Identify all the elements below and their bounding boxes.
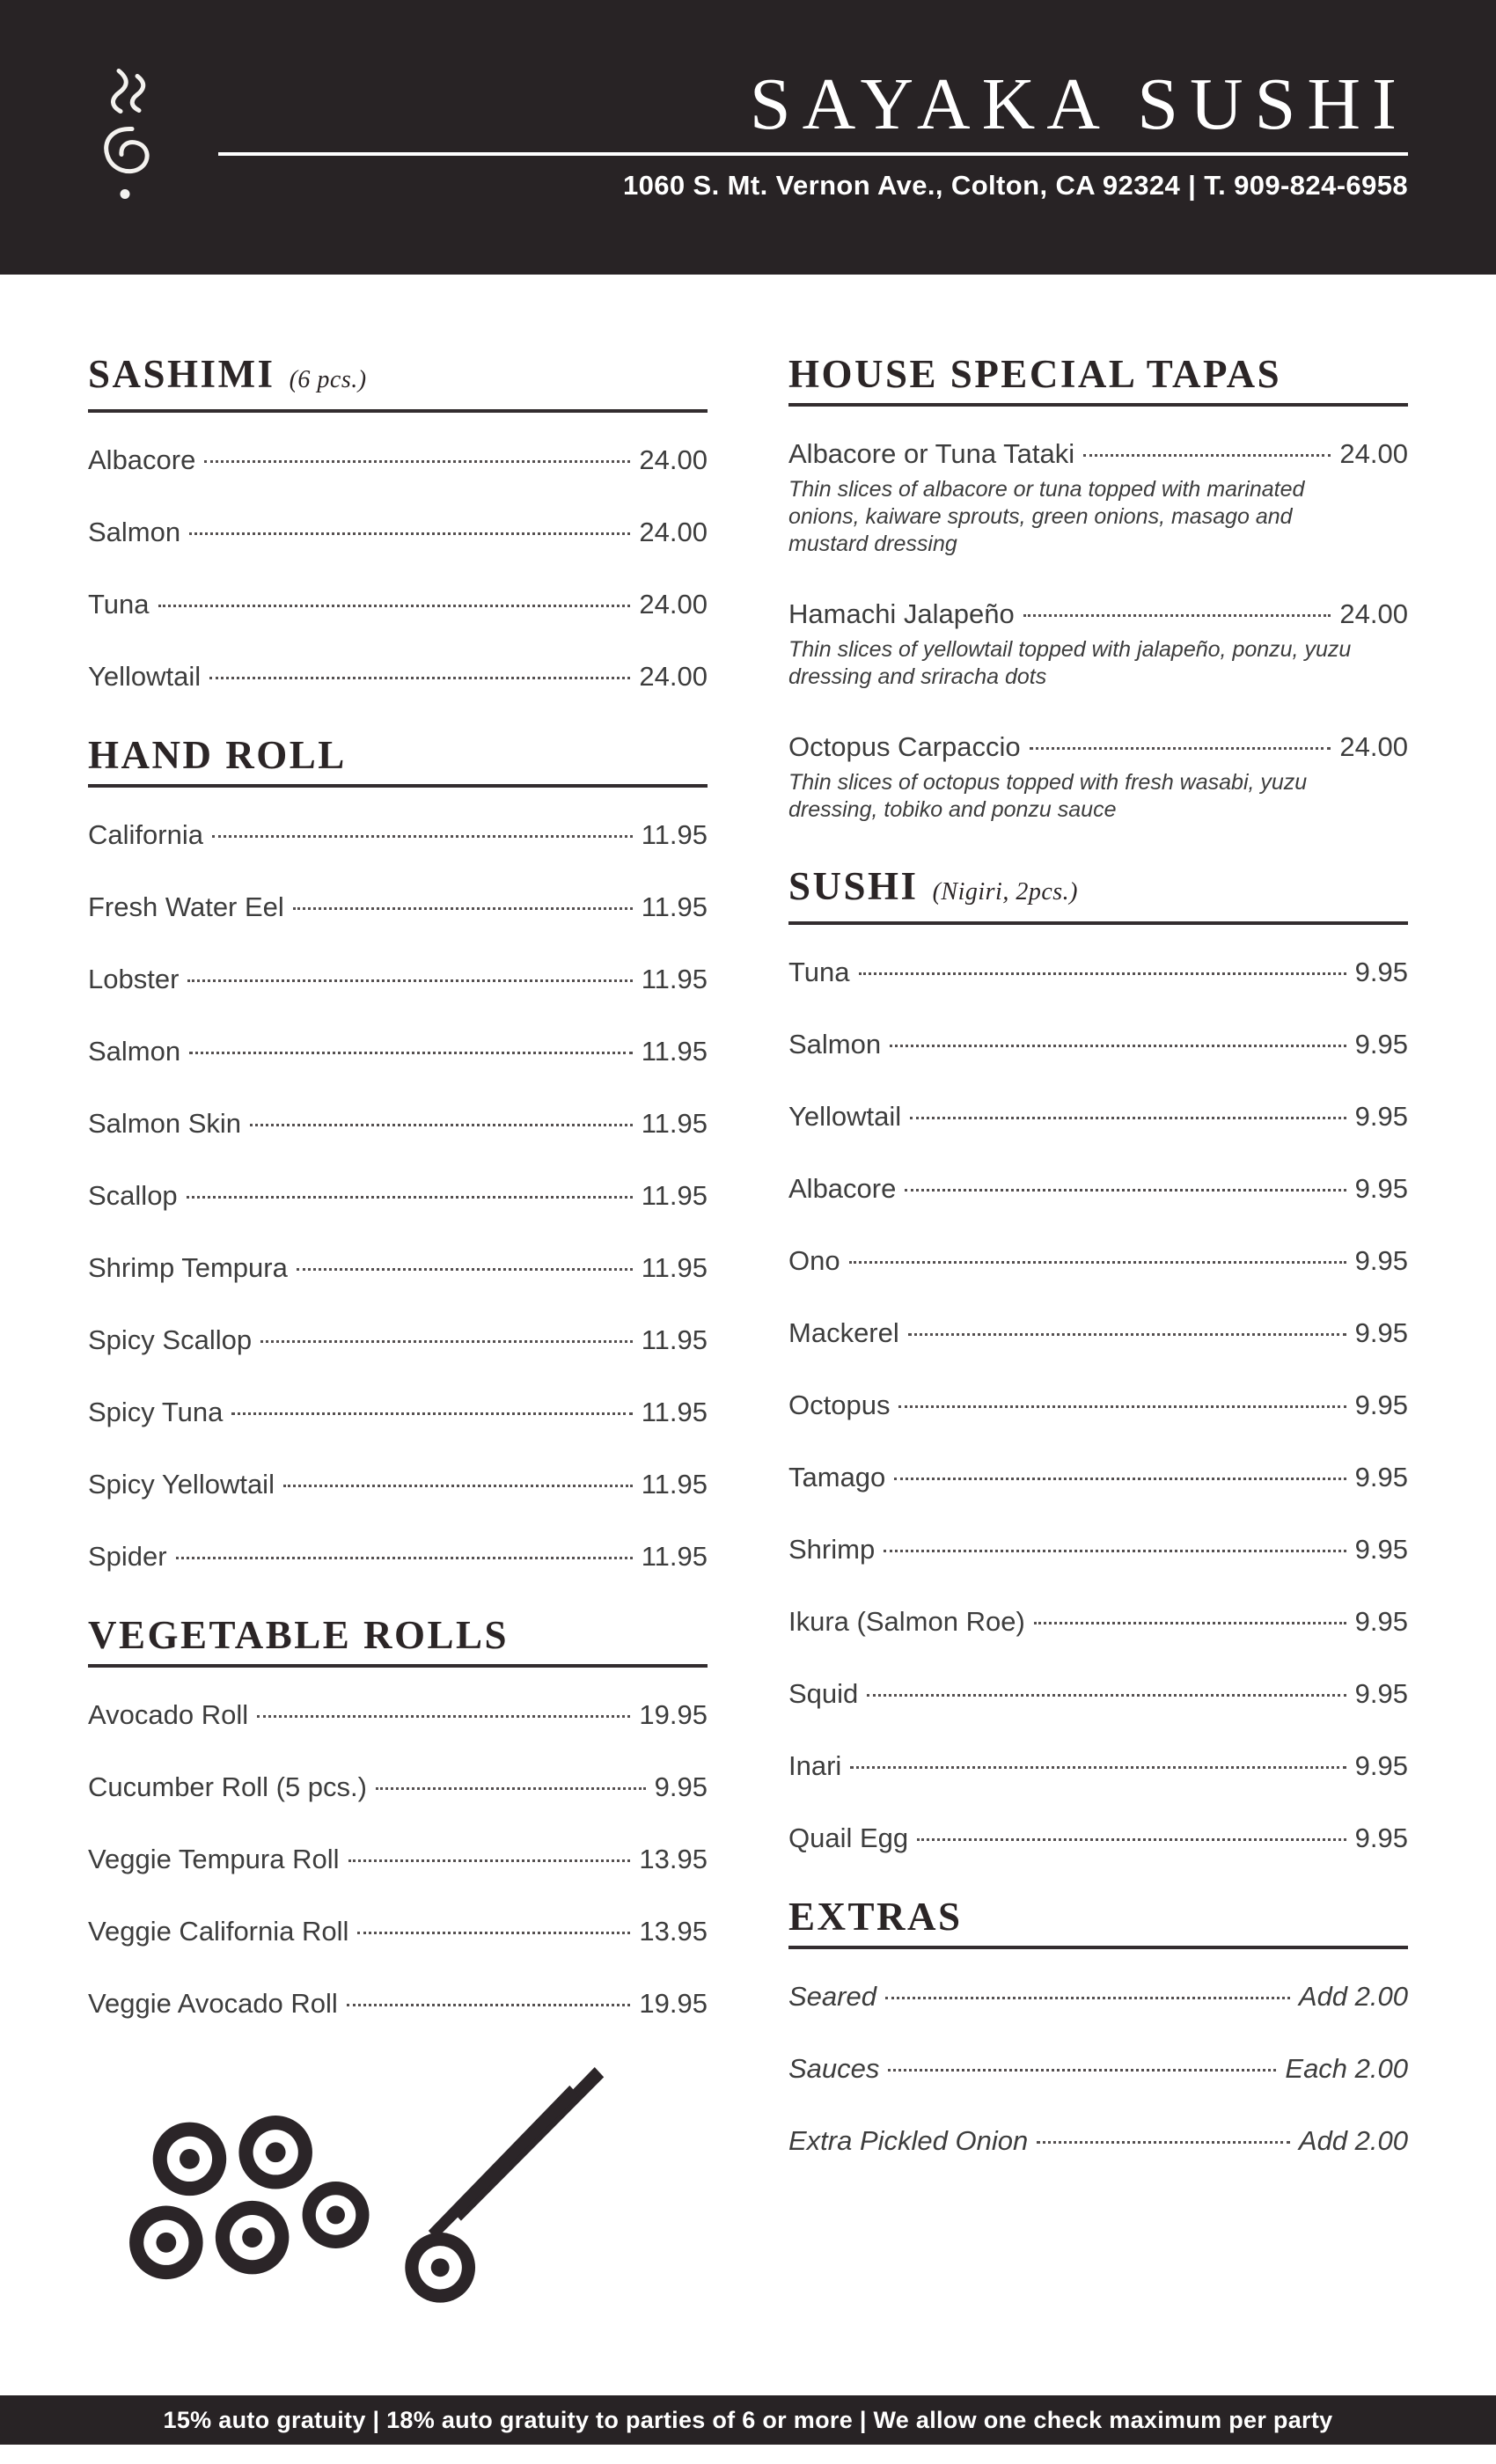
menu-item	[788, 957, 1408, 988]
dot-leader	[257, 1715, 630, 1718]
item-row	[788, 1390, 1408, 1421]
menu-item	[88, 1397, 708, 1428]
item-price: 11.95	[641, 891, 708, 922]
item-name: Albacore or Tuna Tataki	[788, 438, 1075, 469]
menu-item	[788, 1101, 1408, 1133]
menu-item	[88, 964, 708, 995]
item-price: 19.95	[639, 1988, 708, 2019]
menu-item	[788, 1029, 1408, 1060]
menu-body	[0, 275, 1496, 2395]
item-price: 11.95	[641, 1036, 708, 1067]
menu-column-left	[88, 352, 708, 2336]
menu-section-hand-roll	[88, 733, 708, 1573]
item-price: 9.95	[1354, 1245, 1408, 1276]
sushi-roll-icon	[129, 2206, 203, 2280]
menu-item	[88, 517, 708, 548]
menu-item	[88, 819, 708, 851]
menu-item	[788, 2125, 1408, 2157]
menu-item	[788, 1750, 1408, 1782]
item-name: Spicy Scallop	[88, 1324, 253, 1355]
item-name: Octopus	[788, 1390, 891, 1420]
item-price: 11.95	[641, 1541, 708, 1572]
menu-item	[788, 1606, 1408, 1638]
item-price: 9.95	[1354, 1029, 1408, 1060]
menu-column-right	[788, 352, 1408, 2336]
item-price: 9.95	[1354, 1462, 1408, 1492]
item-row	[788, 1462, 1408, 1493]
section-heading	[88, 352, 708, 413]
menu-section-sashimi	[88, 352, 708, 693]
item-row	[88, 1699, 708, 1731]
item-name: Veggie Tempura Roll	[88, 1844, 340, 1874]
dot-leader	[187, 1196, 633, 1199]
item-name: Tamago	[788, 1462, 886, 1492]
item-name: Squid	[788, 1678, 859, 1709]
dot-leader	[908, 1333, 1346, 1336]
item-row	[788, 1245, 1408, 1277]
dot-leader	[1083, 454, 1331, 457]
item-name: Sauces	[788, 2053, 880, 2084]
item-row	[788, 1981, 1408, 2013]
menu-item	[88, 661, 708, 693]
item-name: Veggie Avocado Roll	[88, 1988, 338, 2019]
section-heading	[88, 733, 708, 788]
item-row	[788, 2053, 1408, 2085]
item-name: Hamachi Jalapeño	[788, 598, 1015, 629]
menu-item	[88, 1469, 708, 1500]
menu-item	[88, 1699, 708, 1731]
item-name: Ikura (Salmon Roe)	[788, 1606, 1025, 1637]
item-row	[88, 1469, 708, 1500]
menu-item	[788, 1981, 1408, 2013]
section-items	[88, 444, 708, 693]
item-description: Thin slices of octopus topped with fresh wasabi, yuzu dressing, tobiko and ponzu sauce	[788, 770, 1308, 822]
item-name: Salmon	[88, 517, 181, 547]
dot-leader	[849, 1261, 1346, 1264]
item-price: 13.95	[639, 1916, 708, 1947]
footer	[0, 2395, 1496, 2445]
item-price: 9.95	[1354, 957, 1408, 987]
item-row	[788, 1750, 1408, 1782]
section-title-text: HAND ROLL	[88, 733, 347, 777]
dot-leader	[283, 1485, 633, 1487]
menu-item	[788, 1462, 1408, 1493]
menu-item	[88, 891, 708, 923]
item-name: Albacore	[788, 1173, 897, 1204]
menu-section-house-special-tapas	[788, 352, 1408, 824]
item-row	[88, 444, 708, 476]
item-name: Ono	[788, 1245, 840, 1276]
dot-leader	[348, 1859, 631, 1862]
menu-item	[88, 1108, 708, 1140]
item-price: 24.00	[1339, 438, 1408, 469]
item-name: Avocado Roll	[88, 1699, 249, 1730]
header-text	[218, 62, 1408, 202]
dot-leader	[376, 1787, 646, 1790]
dot-leader	[187, 979, 632, 982]
item-name: Shrimp	[788, 1534, 876, 1565]
item-price: 13.95	[639, 1844, 708, 1874]
item-price: Each 2.00	[1285, 2053, 1408, 2084]
item-row	[88, 1324, 708, 1356]
menu-item	[88, 1844, 708, 1875]
item-row	[88, 891, 708, 923]
item-price: 11.95	[641, 964, 708, 994]
menu-item	[788, 2053, 1408, 2085]
restaurant-name: SAYAKA SUSHI	[749, 62, 1408, 145]
item-price: 19.95	[639, 1699, 708, 1730]
address-line: 1060 S. Mt. Vernon Ave., Colton, CA 92324 | T. 909-824-6958	[622, 170, 1408, 202]
item-row	[88, 1916, 708, 1947]
item-name: Seared	[788, 1981, 876, 2012]
dot-leader	[894, 1478, 1346, 1480]
dot-leader	[850, 1766, 1346, 1769]
item-price: 24.00	[639, 444, 708, 475]
restaurant-logo-icon	[84, 22, 167, 246]
item-row	[788, 1606, 1408, 1638]
item-price: 9.95	[1354, 1678, 1408, 1709]
item-name: Fresh Water Eel	[88, 891, 284, 922]
item-price: 9.95	[1354, 1101, 1408, 1132]
sushi-roll-icon	[216, 2201, 290, 2275]
section-items	[788, 1981, 1408, 2157]
dot-leader	[250, 1124, 633, 1126]
item-name: Veggie California Roll	[88, 1916, 349, 1947]
item-row	[788, 1678, 1408, 1710]
dot-leader	[1037, 2141, 1290, 2144]
menu-section-sushi	[788, 864, 1408, 1854]
dot-leader	[1034, 1622, 1346, 1624]
dot-leader	[204, 460, 630, 463]
item-name: Salmon	[88, 1036, 181, 1067]
section-title-text: SUSHI	[788, 864, 919, 908]
menu-item	[788, 1173, 1408, 1205]
dot-leader	[231, 1412, 632, 1415]
item-name: Octopus Carpaccio	[788, 731, 1021, 762]
item-row	[88, 1180, 708, 1212]
menu-item	[88, 1988, 708, 2020]
section-title-text: HOUSE SPECIAL TAPAS	[788, 352, 1282, 396]
sushi-roll-icon	[405, 2233, 475, 2303]
menu-item	[88, 1180, 708, 1212]
dot-leader	[347, 2004, 631, 2006]
item-row	[788, 1029, 1408, 1060]
dot-leader	[917, 1838, 1346, 1841]
menu-item	[788, 1245, 1408, 1277]
item-name: Tuna	[788, 957, 850, 987]
item-name: Yellowtail	[788, 1101, 902, 1132]
item-row	[788, 2125, 1408, 2157]
item-price: 9.95	[654, 1771, 708, 1802]
menu-item	[88, 589, 708, 620]
item-price: 11.95	[641, 1108, 708, 1139]
dot-leader	[209, 677, 630, 679]
dot-leader	[176, 1557, 633, 1559]
dot-leader	[888, 2069, 1276, 2072]
section-heading	[88, 1613, 708, 1668]
dot-leader	[859, 972, 1346, 975]
dot-leader	[189, 1052, 633, 1054]
item-row	[788, 1822, 1408, 1854]
dot-leader	[212, 835, 633, 838]
item-name: Quail Egg	[788, 1822, 909, 1853]
item-price: 9.95	[1354, 1534, 1408, 1565]
right-sections	[788, 352, 1408, 2157]
item-price: 24.00	[1339, 731, 1408, 762]
item-name: Spicy Yellowtail	[88, 1469, 275, 1500]
footer-note: 15% auto gratuity | 18% auto gratuity to parties of 6 or more | We allow one check maximum per party	[163, 2406, 1333, 2433]
header-rule	[218, 152, 1408, 156]
sushi-roll-icon	[303, 2182, 370, 2248]
item-row	[88, 819, 708, 851]
item-row	[788, 1101, 1408, 1133]
item-name: Spicy Tuna	[88, 1397, 224, 1427]
dot-leader	[357, 1932, 630, 1934]
item-row	[88, 1541, 708, 1573]
menu-item	[88, 1541, 708, 1573]
item-price: 24.00	[639, 589, 708, 620]
dot-leader	[158, 605, 631, 607]
section-title-text: EXTRAS	[788, 1895, 963, 1939]
item-row	[788, 1173, 1408, 1205]
item-name: Salmon	[788, 1029, 882, 1060]
dot-leader	[884, 1550, 1346, 1552]
item-price: 11.95	[641, 1397, 708, 1427]
menu-item	[88, 444, 708, 476]
dot-leader	[1023, 614, 1331, 617]
item-row	[788, 1317, 1408, 1349]
item-name: Scallop	[88, 1180, 178, 1211]
item-row	[88, 1252, 708, 1284]
menu-item	[788, 598, 1408, 691]
item-name: Mackerel	[788, 1317, 899, 1348]
dot-leader	[867, 1694, 1346, 1697]
item-name: Inari	[788, 1750, 842, 1781]
chopstick-icon	[429, 2086, 579, 2240]
item-row	[788, 957, 1408, 988]
dot-leader	[910, 1117, 1346, 1119]
sushi-roll-icon	[238, 2116, 312, 2189]
item-row	[88, 1844, 708, 1875]
item-price: 9.95	[1354, 1606, 1408, 1637]
item-row	[88, 1397, 708, 1428]
item-price: 9.95	[1354, 1173, 1408, 1204]
item-name: Yellowtail	[88, 661, 202, 692]
item-row	[788, 598, 1408, 630]
menu-item	[88, 1916, 708, 1947]
sushi-rolls-chopsticks-illustration	[114, 2060, 708, 2336]
section-items	[788, 438, 1408, 824]
header	[0, 0, 1496, 275]
item-row	[88, 589, 708, 620]
menu-item	[88, 1036, 708, 1067]
section-heading	[788, 352, 1408, 407]
section-items	[88, 819, 708, 1573]
item-price: 9.95	[1354, 1750, 1408, 1781]
menu-item	[788, 438, 1408, 558]
item-price: 11.95	[641, 819, 708, 850]
item-price: 9.95	[1354, 1317, 1408, 1348]
dot-leader	[297, 1268, 633, 1271]
item-price: 11.95	[641, 1180, 708, 1211]
item-name: Lobster	[88, 964, 180, 994]
menu-item	[788, 731, 1408, 824]
menu-item	[88, 1324, 708, 1356]
item-description: Thin slices of albacore or tuna topped with marinated onions, kaiware sprouts, green onions, masago and mustard dressing	[788, 477, 1305, 556]
item-row	[88, 1988, 708, 2020]
item-name: Spider	[88, 1541, 167, 1572]
section-heading	[788, 864, 1408, 925]
item-price: 11.95	[641, 1252, 708, 1283]
item-name: California	[88, 819, 203, 850]
item-row	[88, 661, 708, 693]
item-name: Tuna	[88, 589, 150, 620]
item-row	[788, 438, 1408, 470]
item-row	[88, 964, 708, 995]
item-description: Thin slices of yellowtail topped with jalapeño, ponzu, yuzu dressing and sriracha dots	[788, 637, 1352, 689]
item-row	[88, 1108, 708, 1140]
dot-leader	[189, 532, 630, 535]
menu-item	[788, 1822, 1408, 1854]
menu-item	[88, 1252, 708, 1284]
item-row	[88, 517, 708, 548]
item-price: 24.00	[639, 517, 708, 547]
dot-leader	[260, 1340, 633, 1343]
item-price: 9.95	[1354, 1822, 1408, 1853]
dot-leader	[1030, 747, 1331, 750]
menu-item	[788, 1678, 1408, 1710]
item-row	[88, 1771, 708, 1803]
section-heading	[788, 1895, 1408, 1949]
item-name: Extra Pickled Onion	[788, 2125, 1029, 2156]
section-items	[788, 957, 1408, 1854]
item-price: 24.00	[1339, 598, 1408, 629]
menu-item	[88, 1771, 708, 1803]
item-price: 11.95	[641, 1469, 708, 1500]
section-items	[88, 1699, 708, 2020]
item-name: Cucumber Roll (5 pcs.)	[88, 1771, 367, 1802]
menu-section-vegetable-rolls	[88, 1613, 708, 2020]
item-price: 24.00	[639, 661, 708, 692]
item-name: Shrimp Tempura	[88, 1252, 288, 1283]
dot-leader	[898, 1405, 1346, 1408]
item-name: Salmon Skin	[88, 1108, 242, 1139]
dot-leader	[905, 1189, 1346, 1192]
menu-item	[788, 1534, 1408, 1566]
dot-leader	[885, 1997, 1290, 1999]
item-price: Add 2.00	[1298, 2125, 1408, 2156]
dot-leader	[890, 1045, 1346, 1047]
section-subtitle: (Nigiri, 2pcs.)	[932, 878, 1078, 906]
sushi-roll-icon	[153, 2123, 227, 2196]
item-name: Albacore	[88, 444, 196, 475]
item-price: Add 2.00	[1298, 1981, 1408, 2012]
menu-section-extras	[788, 1895, 1408, 2157]
left-sections	[88, 352, 708, 2020]
item-row	[788, 1534, 1408, 1566]
item-price: 11.95	[641, 1324, 708, 1355]
section-title-text: VEGETABLE ROLLS	[88, 1613, 510, 1657]
section-subtitle: (6 pcs.)	[289, 366, 367, 393]
item-price: 9.95	[1354, 1390, 1408, 1420]
menu-item	[788, 1317, 1408, 1349]
item-row	[788, 731, 1408, 763]
item-row	[88, 1036, 708, 1067]
dot-leader	[293, 907, 633, 910]
menu-item	[788, 1390, 1408, 1421]
section-title-text: SASHIMI	[88, 352, 275, 396]
